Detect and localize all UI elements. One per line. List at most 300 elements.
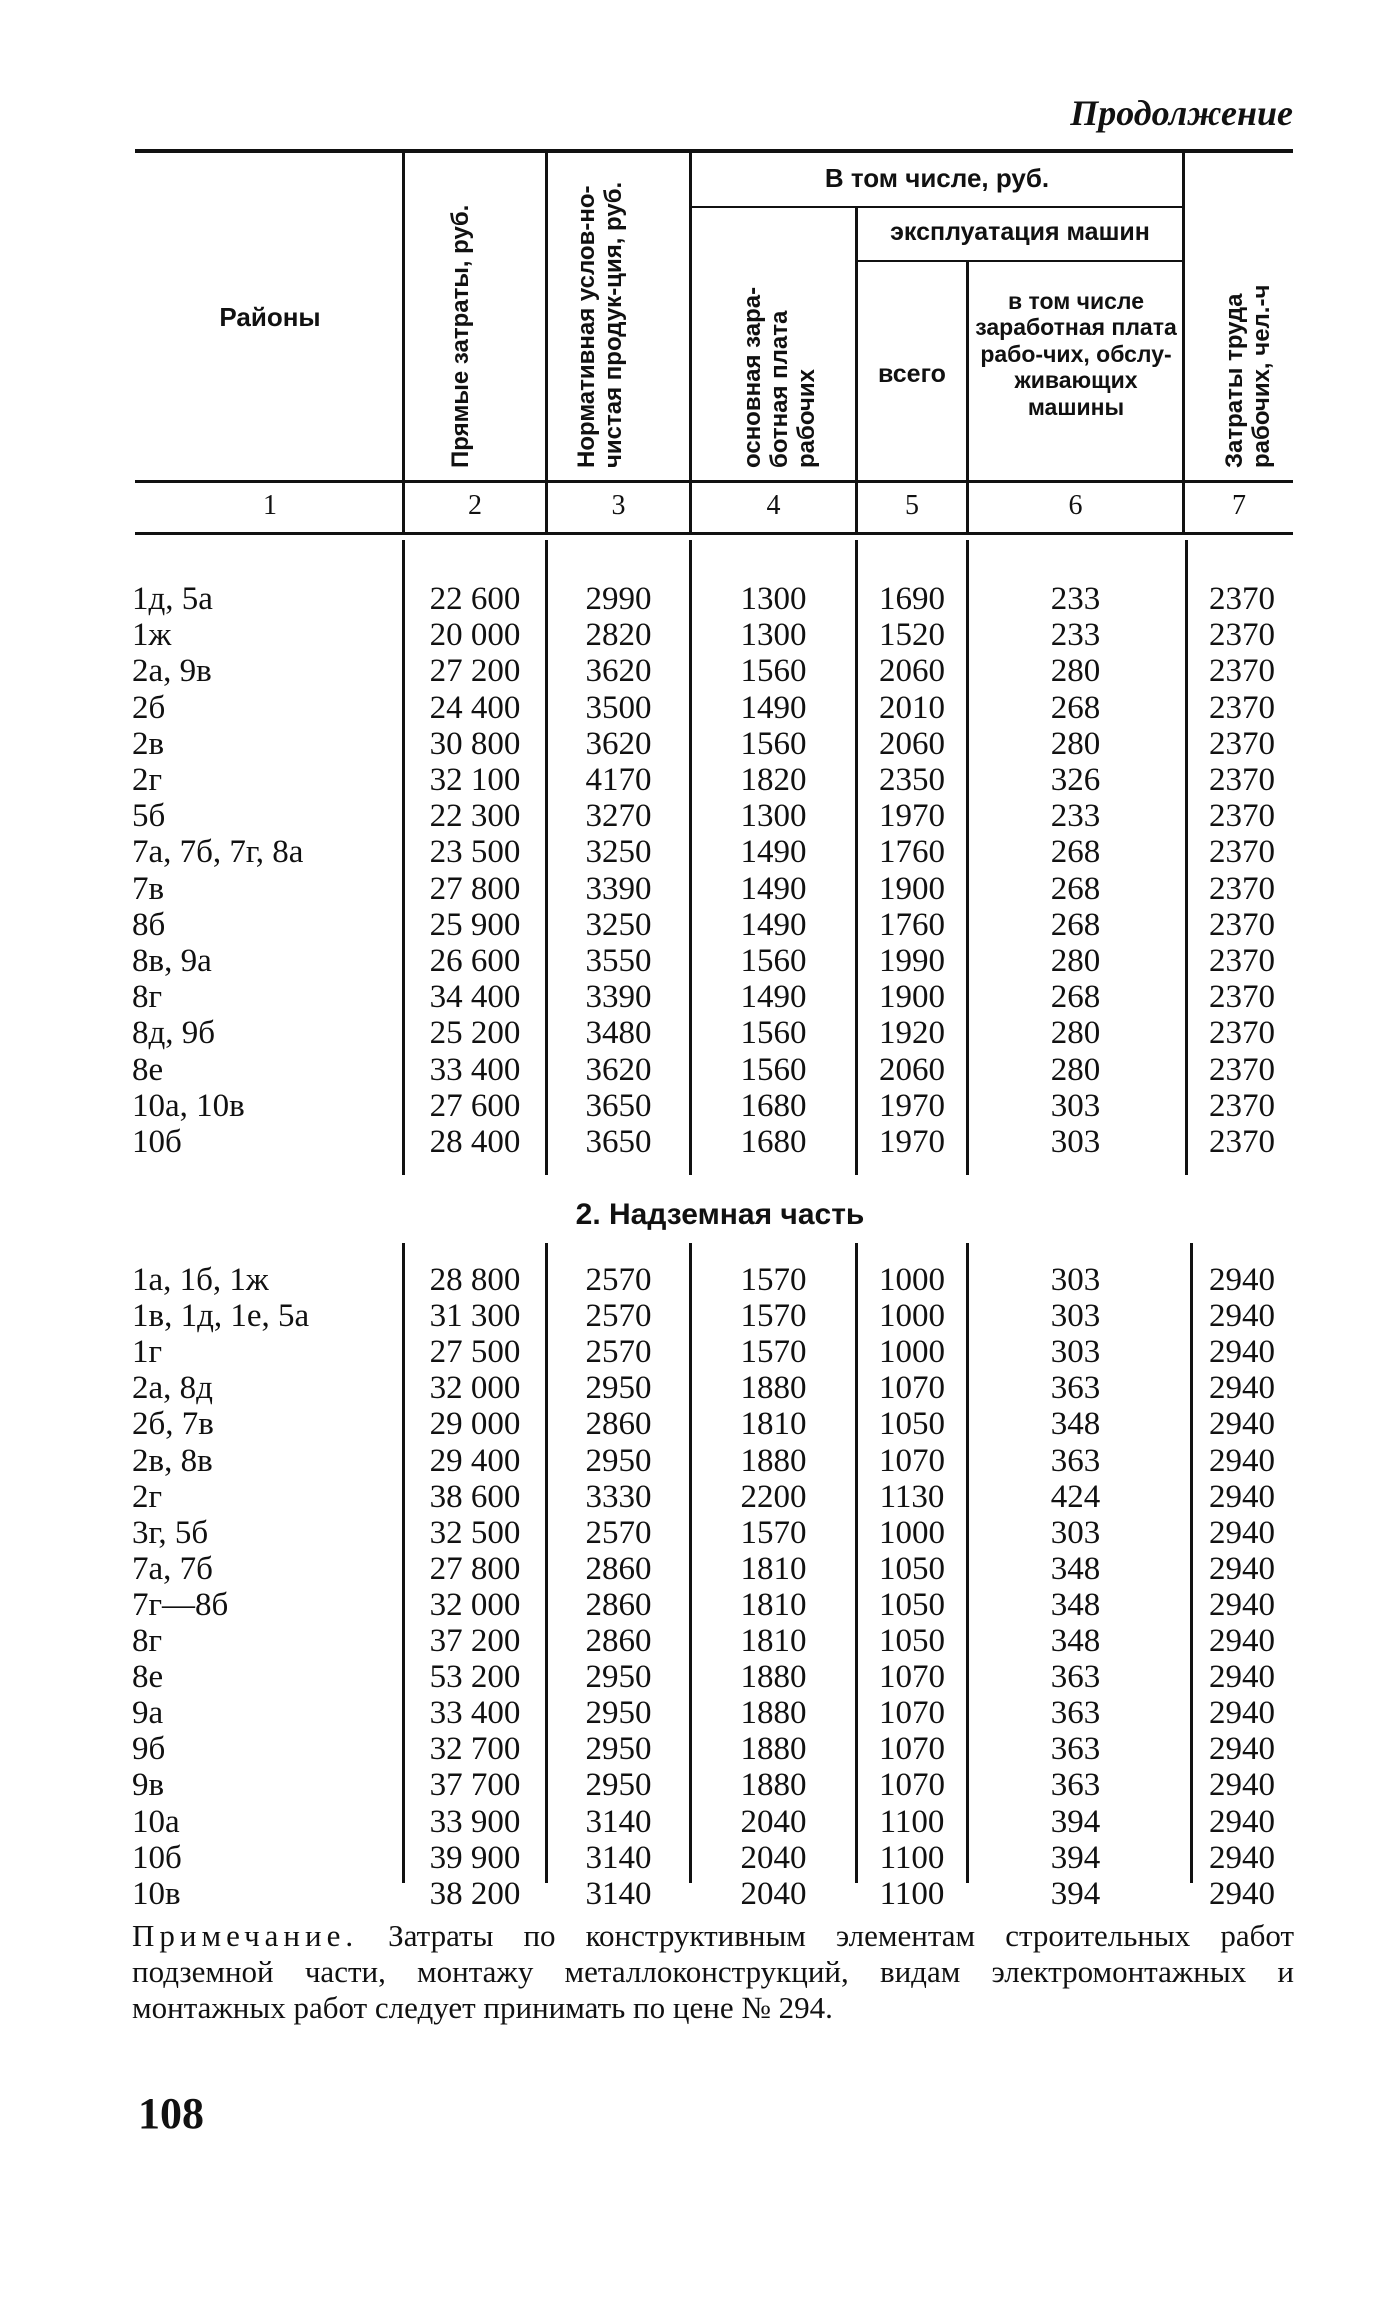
cell-direct-costs: 33 400 [429,1695,521,1732]
cell-machine-total: 1000 [879,1262,945,1298]
cell-direct-costs: 27 800 [429,870,521,907]
cell-labor: 2940 [1209,1334,1275,1371]
table-row [0,1262,1393,1298]
cell-machine-wage: 280 [1050,725,1101,762]
cell-base-wage: 1570 [740,1514,807,1551]
table-row [0,834,1393,870]
cell-normative-net: 3620 [585,1051,652,1088]
cell-region: 10в [132,1875,181,1912]
table-row [0,653,1393,689]
cell-normative-net: 2860 [585,1586,652,1623]
cell-machine-wage: 363 [1050,1767,1101,1804]
cell-region: 2в [132,725,165,762]
cell-machine-wage: 233 [1050,617,1101,654]
cell-normative-net: 2570 [585,1514,652,1551]
cell-labor: 2940 [1209,1370,1275,1407]
cell-machine-wage: 394 [1050,1803,1101,1840]
cell-machine-wage: 268 [1050,906,1101,943]
cell-machine-total: 1130 [879,1478,945,1515]
cell-direct-costs: 29 000 [429,1406,521,1443]
cell-base-wage: 1300 [740,581,807,617]
cell-region: 7а, 7б, 7г, 8а [132,834,304,871]
cell-base-wage: 1490 [740,834,807,871]
cell-machine-total: 2060 [879,653,945,690]
cell-labor: 2370 [1209,762,1275,798]
cell-region: 8е [132,1051,164,1088]
cell-base-wage: 1810 [740,1406,807,1443]
cell-direct-costs: 31 300 [429,1298,521,1335]
table-row [0,726,1393,762]
cell-machine-wage: 268 [1050,979,1101,1016]
section2-title: 2. Надземная часть [575,1198,865,1231]
continued-label: Продолжение [1070,93,1293,133]
cell-machine-total: 1970 [879,798,945,835]
cell-labor: 2940 [1209,1478,1275,1515]
cell-base-wage: 1820 [740,762,807,798]
cell-machine-wage: 280 [1050,653,1101,690]
cell-region: 7а, 7б [132,1550,213,1587]
header-divider-1 [402,153,405,533]
table-row [0,1767,1393,1803]
cell-machine-wage: 303 [1050,1514,1101,1551]
cell-labor: 2370 [1209,689,1275,726]
cell-normative-net: 2950 [585,1695,652,1732]
cell-labor: 2370 [1209,653,1275,690]
table-row [0,617,1393,653]
machine-underline [858,260,1182,262]
cell-base-wage: 1810 [740,1623,807,1659]
cell-region: 2б [132,689,166,726]
cell-region: 9б [132,1731,166,1768]
cell-machine-wage: 394 [1050,1875,1101,1912]
cell-machine-wage: 268 [1050,870,1101,907]
cell-base-wage: 1570 [740,1334,807,1371]
cell-base-wage: 1560 [740,1015,807,1052]
cell-direct-costs: 32 500 [429,1514,521,1551]
cell-region: 9в [132,1767,165,1804]
cell-machine-total: 1920 [879,1015,945,1052]
table-row [0,1623,1393,1659]
cell-labor: 2370 [1209,1124,1275,1160]
table-row [0,871,1393,907]
cell-machine-wage: 303 [1050,1124,1101,1160]
cell-machine-total: 1050 [879,1550,945,1587]
header-labor: Затраты труда рабочих, чел.-ч [1221,284,1275,468]
cell-normative-net: 3390 [585,870,652,907]
cell-machine-total: 1900 [879,979,945,1016]
cell-machine-wage: 424 [1050,1478,1101,1515]
table-row [0,1298,1393,1334]
cell-base-wage: 1490 [740,979,807,1016]
cell-base-wage: 1810 [740,1550,807,1587]
cell-machine-total: 1070 [879,1695,945,1732]
cell-labor: 2940 [1209,1442,1275,1479]
cell-region: 10б [132,1839,182,1876]
cell-machine-wage: 348 [1050,1586,1101,1623]
table-row [0,1731,1393,1767]
table-row [0,1443,1393,1479]
cell-region: 8д, 9б [132,1015,216,1052]
cell-machine-wage: 363 [1050,1659,1101,1696]
cell-machine-total: 1760 [879,834,945,871]
cell-labor: 2370 [1209,834,1275,871]
cell-labor: 2940 [1209,1406,1275,1443]
table-row [0,1406,1393,1442]
cell-normative-net: 2570 [585,1298,652,1335]
header-bottom-rule [135,480,1293,483]
cell-region: 10а [132,1803,180,1840]
table-row [0,1370,1393,1406]
cell-machine-total: 1070 [879,1442,945,1479]
cell-labor: 2370 [1209,798,1275,835]
cell-machine-wage: 363 [1050,1442,1101,1479]
cell-region: 5б [132,798,166,835]
cell-machine-total: 2060 [879,1051,945,1088]
cell-labor: 2940 [1209,1514,1275,1551]
cell-base-wage: 2040 [740,1803,807,1840]
cell-labor: 2370 [1209,1087,1275,1124]
cell-direct-costs: 23 500 [429,834,521,871]
cell-machine-wage: 363 [1050,1370,1101,1407]
cell-direct-costs: 38 200 [429,1875,521,1912]
cell-labor: 2370 [1209,906,1275,943]
cell-direct-costs: 30 800 [429,725,521,762]
cell-labor: 2940 [1209,1550,1275,1587]
colnum-bottom-rule [135,532,1293,535]
cell-machine-total: 1070 [879,1731,945,1768]
cell-normative-net: 3500 [585,689,652,726]
cell-normative-net: 2950 [585,1731,652,1768]
cell-normative-net: 2950 [585,1370,652,1407]
cell-machine-wage: 280 [1050,1015,1101,1052]
table-row [0,1052,1393,1088]
cell-normative-net: 3140 [585,1875,652,1912]
cell-normative-net: 2860 [585,1406,652,1443]
cell-labor: 2940 [1209,1659,1275,1696]
colnum-6: 6 [1068,490,1083,521]
cell-machine-wage: 268 [1050,689,1101,726]
cell-machine-total: 1050 [879,1406,945,1443]
cell-labor: 2940 [1209,1262,1275,1298]
cell-region: 2г [132,762,163,798]
cell-machine-total: 1100 [879,1839,945,1876]
colnum-5: 5 [905,490,919,521]
cell-base-wage: 1570 [740,1298,807,1335]
header-regions: Районы [219,302,321,332]
cell-machine-wage: 268 [1050,834,1101,871]
footnote-text: Затраты по конструктивным элементам строительных работ подземной части, монтажу металлоконструкций, видам электромонтажных и монтажных работ следует принимать по цене № 294. [132,1918,1295,2025]
cell-normative-net: 2950 [585,1442,652,1479]
cell-direct-costs: 27 600 [429,1087,521,1124]
cell-machine-wage: 363 [1050,1731,1101,1768]
header-machine-wage: в том числе заработная плата рабо-чих, обслу-живающих машины [975,288,1177,420]
cell-normative-net: 3620 [585,653,652,690]
colnum-3: 3 [611,490,626,521]
cell-normative-net: 2820 [585,617,652,654]
cell-base-wage: 1680 [740,1087,807,1124]
cell-labor: 2940 [1209,1586,1275,1623]
cell-base-wage: 1880 [740,1659,807,1696]
cell-direct-costs: 32 700 [429,1731,521,1768]
cell-labor: 2940 [1209,1731,1275,1768]
colnum-4: 4 [766,490,781,521]
cell-direct-costs: 33 900 [429,1803,521,1840]
cell-direct-costs: 33 400 [429,1051,521,1088]
cell-region: 1а, 1б, 1ж [132,1262,269,1298]
cell-machine-total: 2010 [879,689,945,726]
header-normative-net: Нормативная услов-но-чистая продук-ция, руб. [573,181,627,468]
cell-base-wage: 2040 [740,1875,807,1912]
cell-region: 9а [132,1695,164,1732]
cell-normative-net: 2950 [585,1659,652,1696]
cell-machine-wage: 303 [1050,1262,1101,1298]
table-row [0,1551,1393,1587]
table-row [0,1515,1393,1551]
cell-region: 8в, 9а [132,943,212,979]
cell-direct-costs: 25 900 [429,906,521,943]
table-row [0,1876,1393,1912]
cell-base-wage: 1560 [740,653,807,690]
cell-region: 8г [132,979,163,1016]
colnum-7: 7 [1232,490,1246,521]
cell-region: 3г, 5б [132,1514,209,1551]
cell-region: 10а, 10в [132,1087,245,1124]
header-divider-6 [1182,153,1185,533]
cell-machine-wage: 303 [1050,1087,1101,1124]
cell-base-wage: 1680 [740,1124,807,1160]
cell-normative-net: 3480 [585,1015,652,1052]
cell-machine-wage: 233 [1050,581,1101,617]
including-underline [692,206,1182,208]
cell-base-wage: 1490 [740,906,807,943]
cell-direct-costs: 25 200 [429,1015,521,1052]
table-row [0,1587,1393,1623]
cell-direct-costs: 22 600 [429,581,521,617]
cell-direct-costs: 32 000 [429,1370,521,1407]
cell-labor: 2940 [1209,1803,1275,1840]
cell-machine-total: 2060 [879,725,945,762]
cell-machine-wage: 394 [1050,1839,1101,1876]
cell-direct-costs: 28 400 [429,1124,521,1160]
cell-machine-total: 1070 [879,1659,945,1696]
cell-labor: 2940 [1209,1839,1275,1876]
cell-normative-net: 3650 [585,1124,652,1160]
cell-machine-total: 1970 [879,1087,945,1124]
cell-base-wage: 1560 [740,1051,807,1088]
header-including: В том числе, руб. [824,163,1050,193]
table-row [0,1804,1393,1840]
cell-normative-net: 3250 [585,906,652,943]
table-row [0,1659,1393,1695]
cell-region: 1в, 1д, 1е, 5а [132,1298,310,1335]
cell-base-wage: 1300 [740,798,807,835]
cell-machine-total: 1760 [879,906,945,943]
table-row [0,979,1393,1015]
cell-labor: 2940 [1209,1623,1275,1659]
cell-direct-costs: 20 000 [429,617,521,654]
cell-direct-costs: 37 700 [429,1767,521,1804]
cell-base-wage: 1880 [740,1442,807,1479]
header-base-wage: основная зара-ботная плата рабочих [739,286,820,468]
cell-region: 2а, 9в [132,653,212,690]
table-row [0,1840,1393,1876]
cell-machine-total: 1000 [879,1298,945,1335]
cell-machine-wage: 348 [1050,1406,1101,1443]
cell-labor: 2940 [1209,1298,1275,1335]
cell-direct-costs: 27 500 [429,1334,521,1371]
cell-normative-net: 2950 [585,1767,652,1804]
cell-labor: 2940 [1209,1767,1275,1804]
cell-machine-total: 1050 [879,1623,945,1659]
header-direct-costs: Прямые затраты, руб. [447,204,474,468]
cell-machine-wage: 348 [1050,1623,1101,1659]
cell-direct-costs: 26 600 [429,943,521,979]
cell-base-wage: 1560 [740,943,807,979]
cell-normative-net: 3620 [585,725,652,762]
cell-region: 7г—8б [132,1586,229,1623]
cell-base-wage: 1880 [740,1695,807,1732]
cell-direct-costs: 39 900 [429,1839,521,1876]
cell-machine-wage: 280 [1050,943,1101,979]
table-row [0,690,1393,726]
cell-labor: 2370 [1209,581,1275,617]
cell-direct-costs: 32 000 [429,1586,521,1623]
cell-direct-costs: 53 200 [429,1659,521,1696]
cell-machine-total: 1050 [879,1586,945,1623]
table-row [0,1695,1393,1731]
cell-normative-net: 2860 [585,1623,652,1659]
table-row [0,907,1393,943]
page-number: 108 [138,2089,204,2138]
table-row [0,762,1393,798]
table-row [0,1124,1393,1160]
cell-region: 10б [132,1124,182,1160]
cell-normative-net: 2570 [585,1334,652,1371]
table-row [0,1334,1393,1370]
cell-machine-wage: 326 [1050,762,1101,798]
cell-machine-total: 1000 [879,1334,945,1371]
cell-labor: 2370 [1209,979,1275,1016]
cell-labor: 2370 [1209,870,1275,907]
cell-direct-costs: 27 800 [429,1550,521,1587]
header-divider-3 [689,153,692,533]
cell-region: 1ж [132,617,172,654]
cell-labor: 2370 [1209,1015,1275,1052]
cell-normative-net: 2570 [585,1262,652,1298]
cell-direct-costs: 28 800 [429,1262,521,1298]
cell-labor: 2940 [1209,1695,1275,1732]
cell-region: 1г [132,1334,163,1371]
cell-region: 8б [132,906,166,943]
cell-base-wage: 1490 [740,870,807,907]
cell-machine-total: 1520 [879,617,945,654]
cell-machine-wage: 348 [1050,1550,1101,1587]
cell-normative-net: 3250 [585,834,652,871]
cell-machine-total: 1100 [879,1875,945,1912]
table-row [0,943,1393,979]
cell-direct-costs: 38 600 [429,1478,521,1515]
cell-labor: 2370 [1209,725,1275,762]
cell-machine-wage: 303 [1050,1298,1101,1335]
cell-region: 7в [132,870,165,907]
cell-direct-costs: 32 100 [429,762,521,798]
cell-region: 8е [132,1659,164,1696]
cell-base-wage: 1570 [740,1262,807,1298]
cell-machine-total: 1900 [879,870,945,907]
cell-machine-total: 1970 [879,1124,945,1160]
cell-labor: 2370 [1209,943,1275,979]
cell-normative-net: 3140 [585,1839,652,1876]
cell-base-wage: 1300 [740,617,807,654]
footnote-label: Примечание. [132,1918,359,1953]
cell-labor: 2940 [1209,1875,1275,1912]
cell-direct-costs: 37 200 [429,1623,521,1659]
cell-base-wage: 1810 [740,1586,807,1623]
header-divider-2 [545,153,548,533]
cell-region: 2г [132,1478,163,1515]
table-top-rule [135,149,1293,153]
cell-base-wage: 2200 [740,1478,807,1515]
cell-machine-wage: 233 [1050,798,1101,835]
table-row [0,1479,1393,1515]
cell-normative-net: 4170 [585,762,652,798]
cell-region: 2а, 8д [132,1370,213,1407]
colnum-1: 1 [263,490,277,521]
cell-base-wage: 1490 [740,689,807,726]
cell-machine-wage: 303 [1050,1334,1101,1371]
header-total: всего [878,360,946,388]
cell-base-wage: 1880 [740,1370,807,1407]
cell-machine-total: 1070 [879,1767,945,1804]
cell-machine-total: 1100 [879,1803,945,1840]
cell-normative-net: 3550 [585,943,652,979]
cell-machine-total: 1690 [879,581,945,617]
cell-base-wage: 2040 [740,1839,807,1876]
cell-machine-total: 2350 [879,762,945,798]
cell-direct-costs: 34 400 [429,979,521,1016]
cell-region: 1д, 5а [132,581,213,617]
cell-direct-costs: 29 400 [429,1442,521,1479]
table-row [0,1015,1393,1051]
cell-normative-net: 3270 [585,798,652,835]
table-row [0,581,1393,617]
cell-machine-total: 1000 [879,1514,945,1551]
cell-normative-net: 3140 [585,1803,652,1840]
header-machine-operation: эксплуатация машин [890,218,1150,246]
cell-base-wage: 1880 [740,1731,807,1768]
footnote [132,1918,1294,2026]
cell-normative-net: 2990 [585,581,652,617]
cell-labor: 2370 [1209,1051,1275,1088]
cell-labor: 2370 [1209,617,1275,654]
colnum-2: 2 [468,490,482,521]
table-row [0,1088,1393,1124]
cell-region: 8г [132,1623,163,1659]
cell-machine-total: 1070 [879,1370,945,1407]
table-row [0,798,1393,834]
cell-machine-total: 1990 [879,943,945,979]
cell-region: 2б, 7в [132,1406,214,1443]
cell-base-wage: 1560 [740,725,807,762]
cell-machine-wage: 280 [1050,1051,1101,1088]
cell-machine-wage: 363 [1050,1695,1101,1732]
cell-base-wage: 1880 [740,1767,807,1804]
cell-region: 2в, 8в [132,1442,213,1479]
cell-normative-net: 3650 [585,1087,652,1124]
cell-normative-net: 2860 [585,1550,652,1587]
cell-normative-net: 3390 [585,979,652,1016]
cell-direct-costs: 22 300 [429,798,521,835]
